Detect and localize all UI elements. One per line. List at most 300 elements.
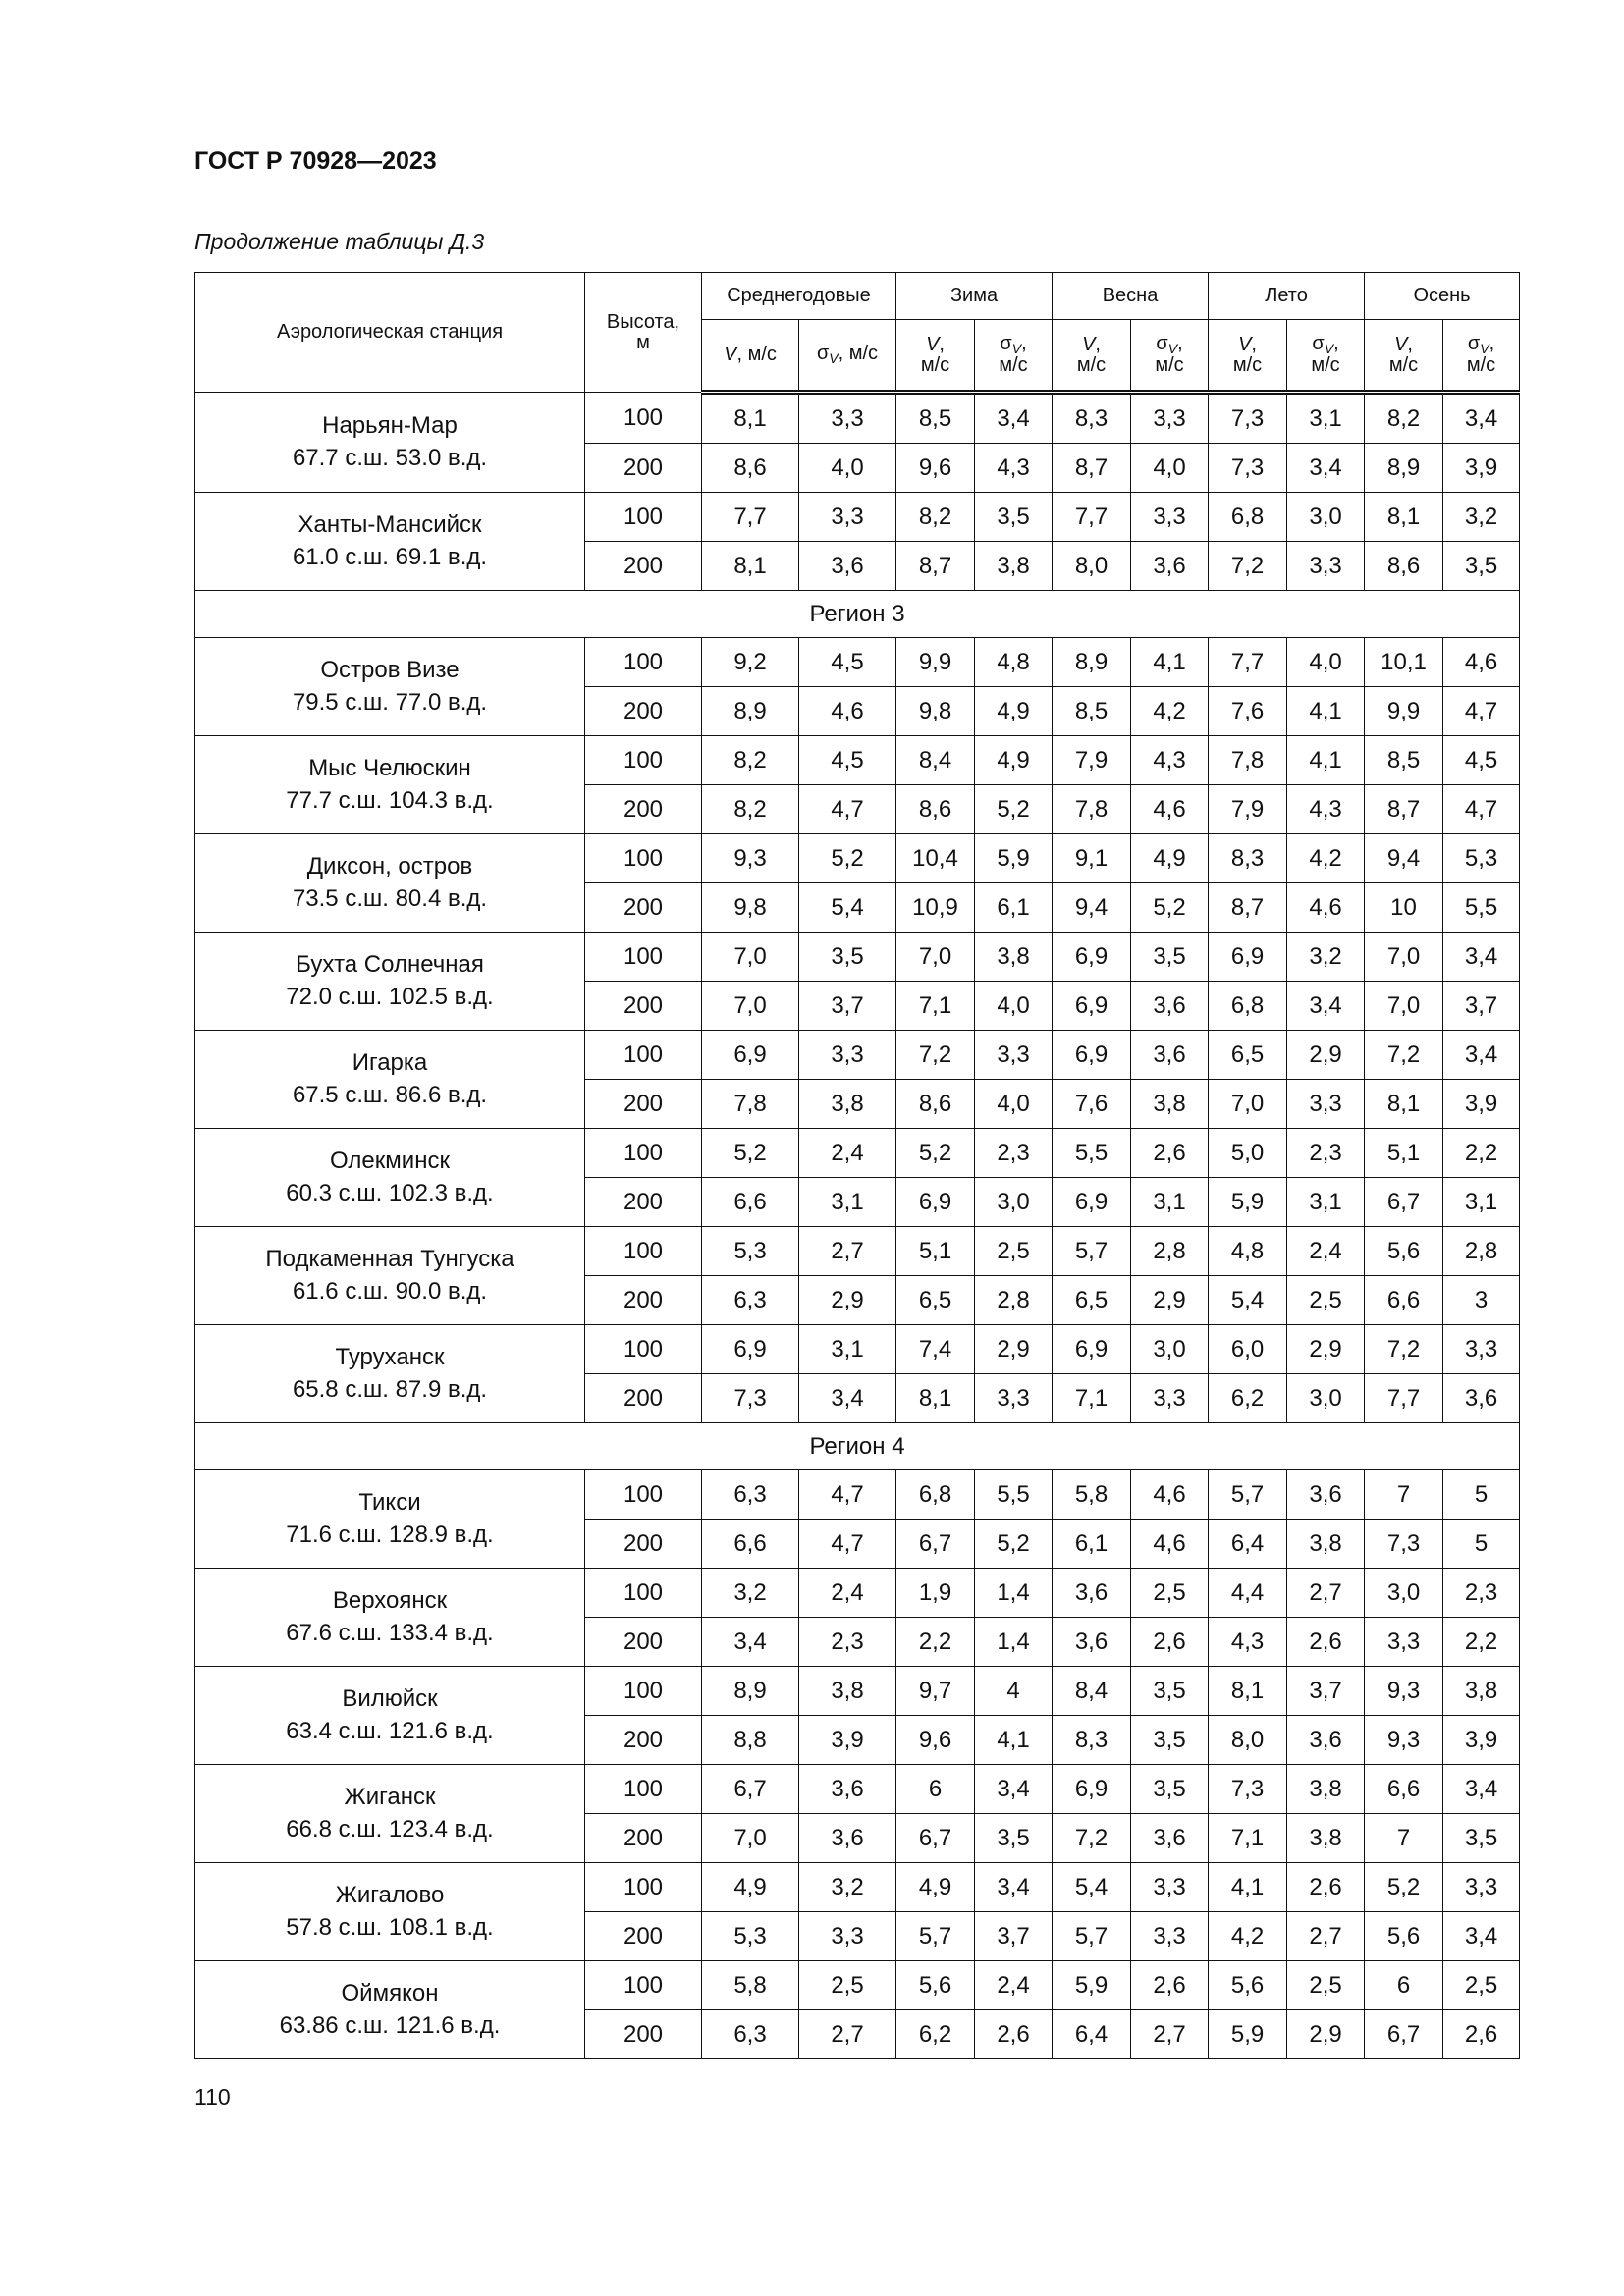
sigma-value: 4,5 — [799, 736, 896, 785]
wind-speed-table — [194, 272, 1520, 2059]
speed-value: 5,7 — [1053, 1227, 1131, 1276]
speed-value: 7,4 — [896, 1325, 975, 1374]
sigma-value: 2,7 — [1287, 1569, 1365, 1618]
height-cell: 100 — [585, 1470, 702, 1520]
speed-value: 5,2 — [702, 1129, 799, 1178]
table-row — [195, 933, 1520, 982]
sigma-value: 3,1 — [1287, 393, 1365, 444]
speed-value: 8,9 — [1053, 638, 1131, 687]
sigma-value: 3,8 — [1287, 1814, 1365, 1863]
speed-value: 6,9 — [1053, 982, 1131, 1031]
speed-value: 8,7 — [1209, 883, 1287, 933]
page-number: 110 — [194, 2084, 231, 2109]
sigma-value: 4,9 — [975, 687, 1053, 736]
sigma-value: 2,7 — [799, 2010, 896, 2059]
speed-value: 5,1 — [1365, 1129, 1443, 1178]
sigma-value: 3,7 — [1443, 982, 1520, 1031]
station-coords: 73.5 с.ш. 80.4 в.д. — [292, 884, 488, 912]
speed-value: 7,1 — [1209, 1814, 1287, 1863]
sigma-value: 3,4 — [975, 1863, 1053, 1912]
sigma-value: 4,7 — [1443, 785, 1520, 834]
speed-value: 6,2 — [1209, 1374, 1287, 1423]
speed-value: 8,4 — [896, 736, 975, 785]
speed-value: 7,2 — [896, 1031, 975, 1080]
height-cell: 100 — [585, 1961, 702, 2010]
height-cell: 100 — [585, 834, 702, 883]
speed-value: 9,8 — [896, 687, 975, 736]
sigma-value: 3,5 — [975, 1814, 1053, 1863]
sigma-value: 3,3 — [799, 1031, 896, 1080]
subheader-sigma: $\sigma_V$, м/с — [975, 320, 1053, 393]
speed-value: 7,7 — [1365, 1374, 1443, 1423]
table-row — [195, 1863, 1520, 1912]
sigma-value: 5 — [1443, 1470, 1520, 1520]
sigma-value: 3,3 — [799, 393, 896, 444]
sigma-value: 4,6 — [1131, 1520, 1209, 1569]
station-cell — [195, 933, 585, 1031]
table-row — [195, 1470, 1520, 1520]
sigma-value: 5,2 — [975, 1520, 1053, 1569]
height-cell: 200 — [585, 1618, 702, 1667]
height-cell: 100 — [585, 393, 702, 444]
sigma-value: 3,6 — [1443, 1374, 1520, 1423]
speed-value: 5,5 — [1053, 1129, 1131, 1178]
speed-value: 6,6 — [1365, 1765, 1443, 1814]
speed-value: 7,2 — [1053, 1814, 1131, 1863]
speed-value: 7,3 — [1209, 393, 1287, 444]
sigma-value: 3,9 — [1443, 1716, 1520, 1765]
speed-value: 6,9 — [1209, 933, 1287, 982]
sigma-value: 3,5 — [799, 933, 896, 982]
speed-value: 7,0 — [896, 933, 975, 982]
speed-value: 6,9 — [1053, 1031, 1131, 1080]
header-station: Аэрологическая станция — [195, 273, 585, 393]
table-row — [195, 736, 1520, 785]
station-coords: 77.7 с.ш. 104.3 в.д. — [286, 786, 494, 814]
station-name: Нарьян-Мар — [322, 412, 458, 440]
speed-value: 5,9 — [1209, 1178, 1287, 1227]
speed-value: 7,0 — [1365, 982, 1443, 1031]
speed-value: 7,0 — [702, 982, 799, 1031]
subheader-speed: V, м/с — [702, 320, 799, 393]
height-cell: 100 — [585, 736, 702, 785]
sigma-value: 3,6 — [1131, 1814, 1209, 1863]
sigma-value: 3 — [1443, 1276, 1520, 1325]
speed-value: 7,3 — [702, 1374, 799, 1423]
sigma-value: 4,1 — [975, 1716, 1053, 1765]
height-cell: 200 — [585, 1276, 702, 1325]
subheader-speed: V, м/с — [1053, 320, 1131, 393]
speed-value: 7,6 — [1209, 687, 1287, 736]
speed-value: 10,4 — [896, 834, 975, 883]
speed-value: 8,7 — [1365, 785, 1443, 834]
station-name: Туруханск — [335, 1344, 445, 1371]
sigma-value: 3,5 — [975, 493, 1053, 542]
speed-value: 4,8 — [1209, 1227, 1287, 1276]
speed-value: 7,7 — [1053, 493, 1131, 542]
sigma-value: 4,7 — [1443, 687, 1520, 736]
sigma-value: 3,9 — [799, 1716, 896, 1765]
region-label: Регион 3 — [195, 591, 1520, 638]
sigma-value: 3,6 — [799, 542, 896, 591]
height-cell: 100 — [585, 638, 702, 687]
sigma-value: 4 — [975, 1667, 1053, 1716]
station-coords: 60.3 с.ш. 102.3 в.д. — [286, 1179, 494, 1206]
sigma-value: 3,0 — [1131, 1325, 1209, 1374]
sigma-value: 3,1 — [799, 1325, 896, 1374]
speed-value: 5,0 — [1209, 1129, 1287, 1178]
table-row — [195, 393, 1520, 444]
sigma-value: 3,1 — [1287, 1178, 1365, 1227]
sigma-value: 3,6 — [1131, 542, 1209, 591]
station-coords: 66.8 с.ш. 123.4 в.д. — [286, 1815, 494, 1842]
station-coords: 61.0 с.ш. 69.1 в.д. — [292, 543, 488, 570]
sigma-value: 4,3 — [1287, 785, 1365, 834]
sigma-value: 4,6 — [1287, 883, 1365, 933]
table-row — [195, 1569, 1520, 1618]
speed-value: 5,6 — [1365, 1912, 1443, 1961]
height-cell: 200 — [585, 1716, 702, 1765]
height-cell: 200 — [585, 982, 702, 1031]
height-cell: 200 — [585, 1178, 702, 1227]
speed-value: 8,0 — [1209, 1716, 1287, 1765]
table-caption: Продолжение таблицы Д.3 — [194, 229, 485, 254]
speed-value: 6,7 — [702, 1765, 799, 1814]
speed-value: 6,9 — [702, 1325, 799, 1374]
table-row — [195, 1765, 1520, 1814]
sigma-value: 4,8 — [975, 638, 1053, 687]
height-cell: 200 — [585, 785, 702, 834]
speed-value: 8,1 — [1365, 1080, 1443, 1129]
speed-value: 4,2 — [1209, 1912, 1287, 1961]
speed-value: 8,4 — [1053, 1667, 1131, 1716]
speed-value: 8,8 — [702, 1716, 799, 1765]
speed-value: 3,3 — [1365, 1618, 1443, 1667]
speed-value: 7,0 — [702, 933, 799, 982]
sigma-value: 2,5 — [1287, 1961, 1365, 2010]
station-coords: 67.7 с.ш. 53.0 в.д. — [292, 444, 488, 471]
speed-value: 3,6 — [1053, 1618, 1131, 1667]
table-row — [195, 1227, 1520, 1276]
station-name: Мыс Челюскин — [308, 755, 471, 782]
speed-value: 5,7 — [1053, 1912, 1131, 1961]
speed-value: 5,6 — [896, 1961, 975, 2010]
speed-value: 8,5 — [1053, 687, 1131, 736]
height-cell: 200 — [585, 1374, 702, 1423]
station-coords: 61.6 с.ш. 90.0 в.д. — [292, 1277, 488, 1305]
station-cell — [195, 638, 585, 736]
station-name: Жигалово — [335, 1882, 445, 1909]
sigma-value: 2,5 — [1443, 1961, 1520, 2010]
speed-value: 8,3 — [1053, 393, 1131, 444]
sigma-value: 3,6 — [1287, 1716, 1365, 1765]
speed-value: 6,7 — [1365, 1178, 1443, 1227]
speed-value: 9,3 — [1365, 1716, 1443, 1765]
sigma-value: 3,0 — [1287, 1374, 1365, 1423]
sigma-value: 2,6 — [1287, 1863, 1365, 1912]
sigma-value: 1,4 — [975, 1618, 1053, 1667]
speed-value: 6,6 — [702, 1178, 799, 1227]
sigma-value: 3,3 — [1131, 1863, 1209, 1912]
speed-value: 9,6 — [896, 444, 975, 493]
sigma-value: 3,3 — [1131, 1374, 1209, 1423]
speed-value: 8,5 — [896, 393, 975, 444]
speed-value: 9,3 — [702, 834, 799, 883]
height-cell: 100 — [585, 933, 702, 982]
sigma-value: 2,5 — [1287, 1276, 1365, 1325]
sigma-value: 3,8 — [1287, 1520, 1365, 1569]
sigma-value: 3,6 — [1131, 1031, 1209, 1080]
station-cell — [195, 834, 585, 933]
sigma-value: 3,1 — [799, 1178, 896, 1227]
height-cell: 200 — [585, 1814, 702, 1863]
speed-value: 6,9 — [702, 1031, 799, 1080]
speed-value: 8,6 — [702, 444, 799, 493]
sigma-value: 3,1 — [1443, 1178, 1520, 1227]
sigma-value: 2,3 — [799, 1618, 896, 1667]
sigma-value: 1,4 — [975, 1569, 1053, 1618]
sigma-value: 3,2 — [799, 1863, 896, 1912]
speed-value: 1,9 — [896, 1569, 975, 1618]
speed-value: 7,0 — [1209, 1080, 1287, 1129]
header-season: Среднегодовые — [702, 273, 896, 320]
sigma-value: 3,1 — [1131, 1178, 1209, 1227]
speed-value: 5,4 — [1209, 1276, 1287, 1325]
sigma-value: 4,7 — [799, 1520, 896, 1569]
speed-value: 7 — [1365, 1470, 1443, 1520]
sigma-value: 3,2 — [1443, 493, 1520, 542]
speed-value: 5,8 — [702, 1961, 799, 2010]
speed-value: 10,1 — [1365, 638, 1443, 687]
table-row — [195, 638, 1520, 687]
speed-value: 7,1 — [1053, 1374, 1131, 1423]
sigma-value: 3,5 — [1131, 1765, 1209, 1814]
speed-value: 6,9 — [1053, 933, 1131, 982]
sigma-value: 3,4 — [1443, 1031, 1520, 1080]
station-name: Верхоянск — [332, 1587, 448, 1615]
sigma-value: 4,6 — [799, 687, 896, 736]
sigma-value: 2,3 — [1443, 1569, 1520, 1618]
sigma-value: 2,6 — [1287, 1618, 1365, 1667]
speed-value: 9,4 — [1053, 883, 1131, 933]
sigma-value: 3,0 — [975, 1178, 1053, 1227]
speed-value: 6,9 — [896, 1178, 975, 1227]
sigma-value: 2,3 — [975, 1129, 1053, 1178]
speed-value: 6,5 — [896, 1276, 975, 1325]
speed-value: 9,4 — [1365, 834, 1443, 883]
height-cell: 100 — [585, 1667, 702, 1716]
sigma-value: 3,7 — [799, 982, 896, 1031]
sigma-value: 2,9 — [799, 1276, 896, 1325]
speed-value: 7,3 — [1209, 1765, 1287, 1814]
subheader-speed: V, м/с — [1365, 320, 1443, 393]
sigma-value: 2,9 — [975, 1325, 1053, 1374]
height-cell: 100 — [585, 1569, 702, 1618]
sigma-value: 2,7 — [799, 1227, 896, 1276]
station-coords: 72.0 с.ш. 102.5 в.д. — [286, 983, 494, 1010]
sigma-value: 2,4 — [1287, 1227, 1365, 1276]
sigma-value: 3,6 — [799, 1814, 896, 1863]
subheader-speed: V, м/с — [896, 320, 975, 393]
sigma-value: 2,9 — [1131, 1276, 1209, 1325]
station-cell — [195, 1667, 585, 1765]
document-header: ГОСТ Р 70928—2023 — [194, 147, 437, 175]
sigma-value: 2,7 — [1131, 2010, 1209, 2059]
sigma-value: 2,6 — [1131, 1961, 1209, 2010]
height-cell: 100 — [585, 1031, 702, 1080]
speed-value: 8,1 — [1209, 1667, 1287, 1716]
speed-value: 7,2 — [1365, 1325, 1443, 1374]
sigma-value: 3,6 — [1131, 982, 1209, 1031]
station-cell — [195, 1227, 585, 1325]
station-name: Олекминск — [330, 1148, 450, 1175]
height-cell: 100 — [585, 1765, 702, 1814]
sigma-value: 4,0 — [975, 1080, 1053, 1129]
station-cell — [195, 1765, 585, 1863]
speed-value: 9,3 — [1365, 1667, 1443, 1716]
height-cell: 200 — [585, 1080, 702, 1129]
height-cell: 100 — [585, 1129, 702, 1178]
height-cell: 200 — [585, 687, 702, 736]
sigma-value: 3,5 — [1131, 933, 1209, 982]
table-row — [195, 1325, 1520, 1374]
sigma-value: 4,0 — [1131, 444, 1209, 493]
sigma-value: 3,3 — [1443, 1863, 1520, 1912]
sigma-value: 4,2 — [1131, 687, 1209, 736]
sigma-value: 2,2 — [1443, 1129, 1520, 1178]
speed-value: 5,9 — [1209, 2010, 1287, 2059]
sigma-value: 2,4 — [975, 1961, 1053, 2010]
header-season: Весна — [1053, 273, 1209, 320]
sigma-value: 2,8 — [1443, 1227, 1520, 1276]
table-row — [195, 1667, 1520, 1716]
speed-value: 7,7 — [702, 493, 799, 542]
speed-value: 5,2 — [896, 1129, 975, 1178]
speed-value: 8,1 — [702, 542, 799, 591]
header-season: Осень — [1365, 273, 1520, 320]
station-name: Диксон, остров — [306, 853, 473, 881]
subheader-sigma: $\sigma_V$, м/с — [1443, 320, 1520, 393]
sigma-value: 5,2 — [1131, 883, 1209, 933]
sigma-value: 3,2 — [1287, 933, 1365, 982]
speed-value: 8,1 — [896, 1374, 975, 1423]
speed-value: 4,4 — [1209, 1569, 1287, 1618]
speed-value: 7 — [1365, 1814, 1443, 1863]
speed-value: 8,2 — [896, 493, 975, 542]
sigma-value: 5,5 — [1443, 883, 1520, 933]
speed-value: 5,3 — [702, 1912, 799, 1961]
sigma-value: 4,9 — [1131, 834, 1209, 883]
speed-value: 8,9 — [1365, 444, 1443, 493]
region-row — [195, 591, 1520, 638]
speed-value: 7,0 — [1365, 933, 1443, 982]
sigma-value: 4,0 — [1287, 638, 1365, 687]
sigma-value: 3,3 — [799, 493, 896, 542]
sigma-value: 3,5 — [1131, 1716, 1209, 1765]
sigma-value: 3,3 — [1131, 493, 1209, 542]
speed-value: 6,4 — [1053, 2010, 1131, 2059]
table-row — [195, 1961, 1520, 2010]
height-cell: 100 — [585, 1325, 702, 1374]
station-coords: 65.8 с.ш. 87.9 в.д. — [292, 1375, 488, 1403]
station-name: Тикси — [358, 1489, 421, 1517]
station-cell — [195, 1863, 585, 1961]
sigma-value: 2,4 — [799, 1129, 896, 1178]
sigma-value: 4,7 — [799, 1470, 896, 1520]
speed-value: 10,9 — [896, 883, 975, 933]
sigma-value: 3,0 — [1287, 493, 1365, 542]
sigma-value: 2,3 — [1287, 1129, 1365, 1178]
station-cell — [195, 1031, 585, 1129]
sigma-value: 5,9 — [975, 834, 1053, 883]
sigma-value: 4,5 — [799, 638, 896, 687]
speed-value: 7,7 — [1209, 638, 1287, 687]
speed-value: 4,3 — [1209, 1618, 1287, 1667]
speed-value: 6,9 — [1053, 1765, 1131, 1814]
station-cell — [195, 1961, 585, 2059]
speed-value: 6 — [896, 1765, 975, 1814]
speed-value: 6,9 — [1053, 1325, 1131, 1374]
speed-value: 8,6 — [896, 785, 975, 834]
speed-value: 6,7 — [1365, 2010, 1443, 2059]
station-cell — [195, 493, 585, 591]
speed-value: 8,7 — [1053, 444, 1131, 493]
speed-value: 6,3 — [702, 1470, 799, 1520]
speed-value: 9,2 — [702, 638, 799, 687]
station-name: Ханты-Мансийск — [298, 511, 482, 539]
speed-value: 6,5 — [1053, 1276, 1131, 1325]
speed-value: 6,3 — [702, 2010, 799, 2059]
sigma-value: 3,7 — [975, 1912, 1053, 1961]
sigma-value: 2,4 — [799, 1569, 896, 1618]
height-cell: 200 — [585, 444, 702, 493]
table-row — [195, 1031, 1520, 1080]
speed-value: 6,7 — [896, 1814, 975, 1863]
sigma-value: 3,3 — [1443, 1325, 1520, 1374]
sigma-value: 2,6 — [1443, 2010, 1520, 2059]
header-season: Лето — [1209, 273, 1365, 320]
sigma-value: 3,3 — [1287, 542, 1365, 591]
sigma-value: 5,2 — [975, 785, 1053, 834]
sigma-value: 3,8 — [799, 1667, 896, 1716]
sigma-value: 4,1 — [1131, 638, 1209, 687]
sigma-value: 5,4 — [799, 883, 896, 933]
station-cell — [195, 1325, 585, 1423]
sigma-value: 5 — [1443, 1520, 1520, 1569]
speed-value: 8,1 — [702, 393, 799, 444]
station-name: Подкаменная Тунгуска — [265, 1246, 514, 1273]
speed-value: 9,7 — [896, 1667, 975, 1716]
sigma-value: 3,8 — [1287, 1765, 1365, 1814]
speed-value: 7,6 — [1053, 1080, 1131, 1129]
speed-value: 6,6 — [1365, 1276, 1443, 1325]
sigma-value: 3,4 — [1443, 1765, 1520, 1814]
sigma-value: 4,0 — [799, 444, 896, 493]
sigma-value: 3,3 — [1287, 1080, 1365, 1129]
speed-value: 8,2 — [1365, 393, 1443, 444]
table-row — [195, 834, 1520, 883]
sigma-value: 3,4 — [975, 393, 1053, 444]
speed-value: 3,6 — [1053, 1569, 1131, 1618]
speed-value: 7,1 — [896, 982, 975, 1031]
speed-value: 8,6 — [1365, 542, 1443, 591]
sigma-value: 3,8 — [975, 542, 1053, 591]
sigma-value: 5,2 — [799, 834, 896, 883]
subheader-sigma: $\sigma_V$, м/с — [799, 320, 896, 393]
station-name: Остров Визе — [320, 657, 460, 684]
sigma-value: 5,3 — [1443, 834, 1520, 883]
sigma-value: 2,9 — [1287, 1325, 1365, 1374]
